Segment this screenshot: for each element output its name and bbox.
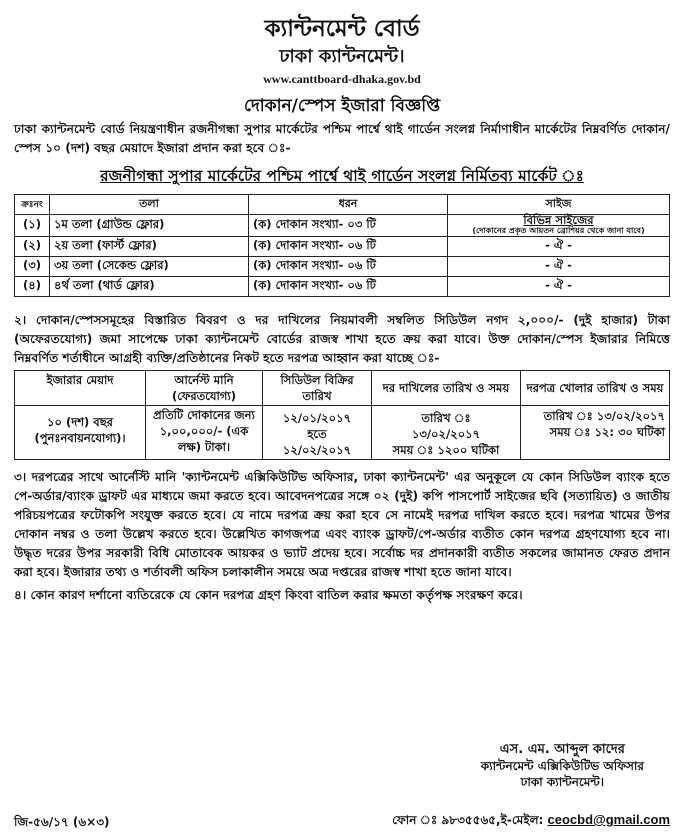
table-row [15,277,670,297]
header-period: ইজারার মেয়াদ [15,371,146,406]
notice-title: দোকান/স্পেস ইজারা বিজ্ঞপ্তি [243,96,441,116]
website-text: www.canttboard-dhaka.gov.bd [263,72,421,86]
paragraph-3: ৩। দরপত্রের সাথে আর্নেস্টি মানি 'ক্যান্টনমেন্ট এক্সিকিউটিভ অফিসার, ঢাকা ক্যান্টনমেন্ট' এর অনুকূলে যে কোন সিডিউল ব্যাংক হতে পে-অর্ডার/ব্যাংক ড্রাফট এর মাধ্যমে জমা করতে হবে। আবেদনপত্রের সঙ্গে ০২ (দুই) কপি পাসপোর্ট সাইজের ছবি (সত্যায়িত) ও জাতীয় পরিচয়পত্রের ফটোকপি সংযুক্ত করতে হবে। যে নামে দরপত্র ক্রয় করা হবে সে নামেই দরপত্র দাখিল করতে হবে। দরপত্র খামের উপর দোকান নম্বর ও তলা উল্লেখ করতে হবে। উল্লেখিত কাগজপত্র এবং ব্যাংক ড্রাফট/পে-অর্ডার ব্যতীত কোন দরপত্র গ্রহণযোগ্য হবে না। উদ্ধৃত দরের উপর সরকারী বিধি মোতাবেক আয়কর ও ভ্যাট প্রদেয় হবে। সর্বোচ্চ দর প্রদানকারী ব্যতীত সকলের জামানত ফেরত প্রদান করা হবে। ইজারার তথ্য ও শর্তাবলী অফিস চলাকালীন সময়ে অত্র দপ্তরের রাজস্ব শাখা হতে জানা যাবে। [14,470,670,579]
reference-number: জি-৫৬/১৭ (৬×৩) [14,815,110,829]
row-type: (ক) দোকান সংখ্যা- ০৩ টি [249,215,448,237]
city-title: ঢাকা ক্যান্টনমেন্ট। [279,46,405,67]
row-no: (১) [15,215,50,237]
open-time: সময় ঃ ১২: ৩০ ঘটিকা [549,425,665,439]
signatory-name: এস. এম. আব্দুল কাদের [499,742,625,757]
shop-table [14,194,670,297]
cell-period: ১০ (দশ) বছর (পুনঃনবায়নযোগ্য)। [15,406,146,460]
row-type: (ক) দোকান সংখ্যা- ০৬ টি [249,277,448,297]
tender-table [14,370,670,460]
signatory-place: ঢাকা ক্যান্টনমেন্ট। [520,775,605,789]
size-note: (দোকানের প্রকৃত আয়তন ব্রোশিয়র থেকে জানা যাবে) [472,226,645,235]
row-size [448,215,670,237]
row-type: (ক) দোকান সংখ্যা- ০৬ টি [249,237,448,257]
cell-open [521,406,670,460]
table-row [15,406,670,460]
email-link[interactable]: ceocbd@gmail.com [547,812,670,827]
cell-submit [372,406,521,460]
row-size: - ঐ - [448,257,670,277]
row-no: (৩) [15,257,50,277]
intro-paragraph: ঢাকা ক্যান্টনমেন্ট বোর্ড নিয়ন্ত্রণাধীন রজনীগন্ধা সুপার মার্কেটের পশ্চিম পার্শ্বে থাই গার্ডেন সংলগ্ন নির্মাণাধীন মার্কেটের নিম্নবর্ণিত দোকান/স্পেস ১০ (দশ) বছর মেয়াদে ইজারা প্রদান করা হবে ঃ- [14,122,670,155]
header-no: ক্রঃনং [15,195,50,215]
row-no: (২) [15,237,50,257]
cell-money: প্রতিটি দোকানের জন্য ১,০০,০০০/- (এক লক্ষ) টাকা। [146,406,263,460]
table-row [15,257,670,277]
row-floor: ১ম তলা (গ্রাউন্ড ফ্লোর) [50,215,249,237]
contact-line [392,812,670,832]
row-size: - ঐ - [448,277,670,297]
row-floor: ৩য় তলা (সেকেন্ড ফ্লোর) [50,257,249,277]
header-type: ধরন [249,195,448,215]
sale-from: ১২/০১/২০১৭ [282,411,352,425]
org-title: ক্যান্টনমেন্ট বোর্ড [264,16,420,42]
paragraph-4: ৪। কোন কারণ দর্শানো ব্যতিরেকে যে কোন দরপত্র গ্রহণ কিংবা বাতিল করার ক্ষমতা কর্তৃপক্ষ সংরক্ষণ করে। [14,588,523,602]
row-no: (৪) [15,277,50,297]
submit-time: সময় ঃ ১২০০ ঘটিকা [392,443,500,457]
table-row [15,237,670,257]
paragraph-2: ২। দোকান/স্পেসসমূহের বিস্তারিত বিবরণ ও দর দাখিলের নিয়মাবলী সম্বলিত সিডিউল নগদ ২,০০০/- (দুই হাজার) টাকা (অফেরতযোগ্য) জমা সাপেক্ষে ঢাকা ক্যান্টনমেন্ট বোর্ডের রাজস্ব শাখা হতে ক্রয় করা যাবে। উক্ত দোকান/স্পেস ইজারার নিমিত্তে নিম্নবর্ণিত শর্তাধীনে আগ্রহী ব্যক্তি/প্রতিষ্ঠানের নিকট হতে দরপত্র আহ্বান করা যাচ্ছে ঃ- [14,313,670,365]
header-floor: তলা [50,195,249,215]
table-row [15,215,670,237]
header-size: সাইজ [448,195,670,215]
header-submit: দর দাখিলের তারিখ ও সময় [372,371,521,406]
signature-block [481,742,644,790]
submit-date: ১৩/০২/২০১৭ [411,427,481,441]
row-type: (ক) দোকান সংখ্যা- ০৬ টি [249,257,448,277]
row-floor: ৪র্থ তলা (থার্ড ফ্লোর) [50,277,249,297]
row-floor: ২য় তলা (ফার্স্ট ফ্লোর) [50,237,249,257]
sale-mid: হতে [307,427,327,441]
header-money: আর্নেস্ট মানি (ফেরতযোগ্য) [146,371,263,406]
market-subheading: রজনীগন্ধা সুপার মার্কেটের পশ্চিম পার্শ্বে থাই গার্ডেন সংলগ্ন নির্মিতব্য মার্কেট ঃ [100,167,584,185]
open-date: তারিখ ঃ ১৩/০২/২০১৭ [543,409,665,423]
phone-text: ফোন ঃ ৯৮৩৫৫৬৫,ই-মেইল: [392,813,544,827]
header-open: দরপত্র খোলার তারিখ ও সময় [521,371,670,406]
submit-label: তারিখ ঃ [421,411,471,425]
row-size: - ঐ - [448,237,670,257]
size-text: বিভিন্ন সাইজের [523,213,594,227]
sale-to: ১২/০২/২০১৭ [282,443,352,457]
signatory-designation: ক্যান্টনমেন্ট এক্সিকিউটিভ অফিসার [480,759,644,773]
header-sale: সিডিউল বিক্রির তারিখ [263,371,372,406]
cell-sale [263,406,372,460]
